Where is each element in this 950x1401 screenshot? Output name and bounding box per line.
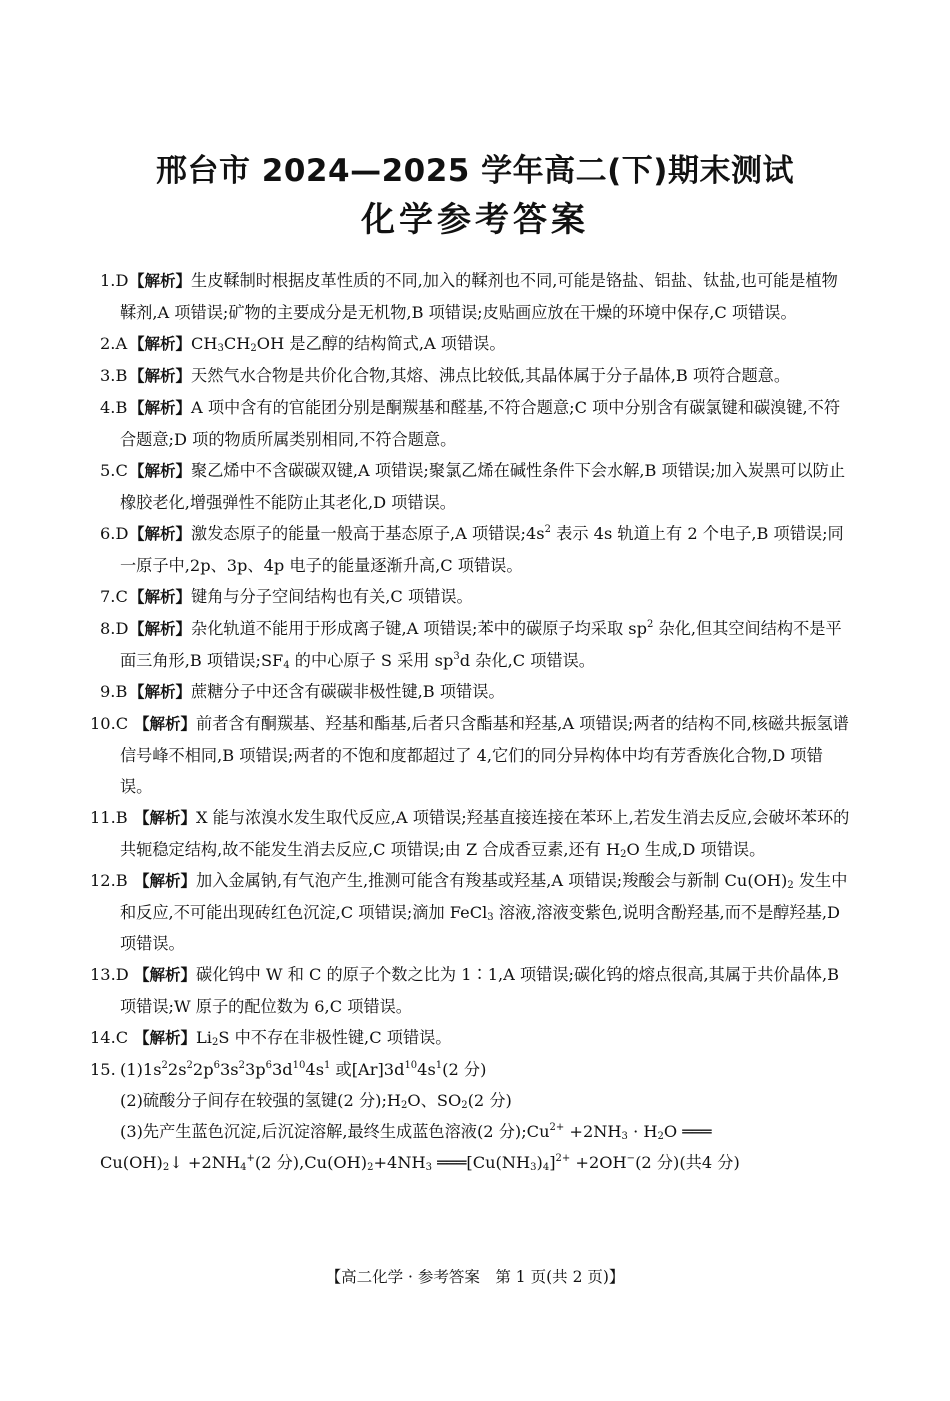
answer-number: 3.B (100, 366, 128, 385)
answer-text: Cu(OH) (100, 1153, 163, 1172)
superscript: − (626, 1153, 636, 1164)
answer-number: 1.D (100, 271, 129, 290)
subscript: 2 (250, 343, 257, 354)
superscript: 6 (265, 1060, 272, 1071)
answer-number: 8.D (100, 619, 129, 638)
answer-text: (2)硫酸分子间存在较强的氢键(2 分);H (120, 1091, 402, 1110)
analysis-tag: 【解析】 (129, 367, 192, 385)
subscript: 2 (657, 1131, 664, 1142)
answer-text: S 中不存在非极性键,C 项错误。 (218, 1028, 452, 1047)
answer-text: 键角与分子空间结构也有关,C 项错误。 (191, 587, 473, 606)
subscript: 3 (621, 1131, 628, 1142)
answer-number: 2.A (100, 334, 128, 353)
answer-text: 3s (219, 1060, 239, 1079)
answer-text: 碳化钨中 W 和 C 的原子个数之比为 1∶1,A 项错误;碳化钨的熔点很高,其属于共价晶体,B 项错误;W 原子的配位数为 6,C 项错误。 (120, 965, 839, 1016)
answer-text: O、SO (407, 1091, 462, 1110)
subscript: 2 (367, 1162, 374, 1173)
answer-item-10 (90, 708, 852, 802)
subscript: 3 (530, 1162, 537, 1173)
subscript: 3 (487, 912, 494, 923)
subscript: 4 (283, 660, 290, 671)
answer-text: O ═══ (663, 1122, 712, 1141)
answer-number: 7.C (100, 587, 128, 606)
superscript: 1 (435, 1060, 443, 1071)
subscript: 2 (162, 1162, 170, 1173)
subscript: 3 (217, 343, 224, 354)
answer-text: Li (196, 1028, 212, 1047)
analysis-tag: 【解析】 (129, 525, 192, 543)
answer-text: 激发态原子的能量一般高于基态原子,A 项错误;4s (191, 524, 545, 543)
answer-item-1 (100, 265, 852, 328)
superscript: + (246, 1153, 255, 1164)
analysis-tag: 【解析】 (134, 809, 197, 827)
answer-number: 6.D (100, 524, 129, 543)
superscript: 10 (292, 1060, 306, 1071)
answer-text: 聚乙烯中不含碳碳双键,A 项错误;聚氯乙烯在碱性条件下会水解,B 项错误;加入炭黑可以防止橡胶老化,增强弹性不能防止其老化,D 项错误。 (120, 461, 846, 512)
answer-text: 4s (417, 1060, 436, 1079)
answer-number: 10.C (90, 714, 129, 733)
analysis-tag: 【解析】 (129, 683, 192, 701)
analysis-tag: 【解析】 (129, 272, 192, 290)
answer-text: ↓ +2NH (169, 1153, 241, 1172)
answer-item-6 (100, 518, 852, 581)
answer-item-15 (90, 1054, 852, 1178)
superscript: 2 (161, 1060, 168, 1071)
answer-text: (1)1s (120, 1060, 162, 1079)
answer-item-2 (100, 328, 852, 360)
answer-text: A 项中含有的官能团分别是酮羰基和醛基,不符合题意;C 项中分别含有碳氯键和碳溴键,不符合题意;D 项的物质所属类别相同,不符合题意。 (120, 398, 841, 449)
answer-text: (2 分) (467, 1091, 512, 1110)
answer-text: +2OH (570, 1153, 627, 1172)
answer-number: 15. (90, 1060, 116, 1079)
q15-part-1 (120, 1054, 852, 1085)
answer-list (90, 265, 852, 1178)
answer-text: 或[Ar]3d (330, 1060, 405, 1079)
answer-text: 杂化轨道不能用于形成离子键,A 项错误;苯中的碳原子均采取 sp (191, 619, 647, 638)
answer-number: 13.D (90, 965, 129, 984)
answer-text: 天然气水合物是共价化合物,其熔、沸点比较低,其晶体属于分子晶体,B 项符合题意。 (191, 366, 791, 385)
superscript: 2 (544, 524, 551, 535)
answer-item-12 (90, 865, 852, 959)
answer-text: CH (191, 334, 218, 353)
answer-number: 9.B (100, 682, 128, 701)
answer-text: 的中心原子 S 采用 sp (289, 651, 454, 670)
answer-number: 14.C (90, 1028, 129, 1047)
answer-number: 12.B (90, 871, 128, 890)
answer-item-4 (100, 392, 852, 455)
answer-text: (2 分) (442, 1060, 487, 1079)
answer-item-9 (100, 676, 852, 708)
answer-text: ] (549, 1153, 556, 1172)
superscript: 3 (453, 651, 460, 662)
page-subtitle: 化学参考答案 (361, 200, 589, 240)
answer-item-8 (100, 613, 852, 676)
superscript: 10 (404, 1060, 418, 1071)
superscript: 2+ (549, 1122, 565, 1133)
subscript: 2 (211, 1037, 219, 1048)
answer-text: 蔗糖分子中还含有碳碳非极性键,B 项错误。 (191, 682, 505, 701)
answer-text: 2p (192, 1060, 214, 1079)
subscript: 2 (401, 1100, 408, 1111)
subscript: 2 (787, 880, 794, 891)
answer-text: O 生成,D 项错误。 (626, 840, 766, 859)
analysis-tag: 【解析】 (134, 872, 197, 890)
page-footer: 【高二化学 · 参考答案 第 1 页(共 2 页)】 (325, 1268, 625, 1286)
q15-part-3-cont (100, 1147, 852, 1178)
superscript: 2 (238, 1060, 245, 1071)
answer-text: ═══[Cu(NH (432, 1153, 531, 1172)
answer-text: +2NH (564, 1122, 622, 1141)
analysis-tag: 【解析】 (134, 715, 197, 733)
answer-text: 溶液,溶液变紫色,说明含酚羟基,而不是醇羟基,D 项错误。 (120, 903, 840, 953)
subscript: 2 (620, 849, 627, 860)
superscript: 2+ (555, 1153, 571, 1164)
answer-text: · H (627, 1122, 658, 1141)
page-title: 邢台市 2024—2025 学年高二(下)期末测试 (156, 153, 794, 189)
answer-text: ) (536, 1153, 543, 1172)
q15-part-3 (120, 1116, 852, 1147)
answer-text: 加入金属钠,有气泡产生,推测可能含有羧基或羟基,A 项错误;羧酸会与新制 Cu(OH) (196, 871, 788, 890)
q15-part-2 (120, 1085, 852, 1116)
answer-text: CH (223, 334, 251, 353)
answer-item-3 (100, 360, 852, 392)
analysis-tag: 【解析】 (134, 1029, 197, 1047)
subscript: 4 (240, 1162, 247, 1173)
subscript: 2 (461, 1100, 468, 1111)
answer-text: 生皮鞣制时根据皮革性质的不同,加入的鞣剂也不同,可能是铬盐、铝盐、钛盐,也可能是植物鞣剂,A 项错误;矿物的主要成分是无机物,B 项错误;皮贴画应放在干燥的环境中保存,C 项错误。 (120, 271, 838, 322)
answer-text: 3d (271, 1060, 293, 1079)
answer-text: OH 是乙醇的结构简式,A 项错误。 (256, 334, 506, 353)
answer-text: +4NH (373, 1153, 426, 1172)
answer-item-11 (90, 802, 852, 865)
answer-item-13 (90, 959, 852, 1022)
answer-number: 11.B (90, 808, 128, 827)
analysis-tag: 【解析】 (129, 588, 192, 606)
answer-item-7 (100, 581, 852, 613)
answer-text: d 杂化,C 项错误。 (459, 651, 595, 670)
answer-item-14 (90, 1022, 852, 1054)
superscript: 6 (213, 1060, 220, 1071)
answer-text: 3p (244, 1060, 266, 1079)
analysis-tag: 【解析】 (129, 620, 192, 638)
answer-number: 5.C (100, 461, 128, 480)
answer-item-5 (100, 455, 852, 518)
answer-text: (2 分)(共4 分) (635, 1153, 740, 1172)
answer-text: 前者含有酮羰基、羟基和酯基,后者只含酯基和羟基,A 项错误;两者的结构不同,核磁共振氢谱信号峰不相同,B 项错误;两者的不饱和度都超过了 4,它们的同分异构体中均有芳香族化合物,D 项错误。 (120, 714, 849, 796)
answer-text: (2 分),Cu(OH) (254, 1153, 368, 1172)
superscript: 2 (646, 619, 654, 630)
answer-text: X 能与浓溴水发生取代反应,A 项错误;羟基直接连接在苯环上,若发生消去反应,会破坏苯环的共轭稳定结构,故不能发生消去反应,C 项错误;由 Z 合成香豆素,还有 H (120, 808, 850, 859)
answer-text: 4s (305, 1060, 324, 1079)
superscript: 2 (186, 1060, 193, 1071)
answer-text: 表示 4s 轨道上有 2 个电子,B 项错误;同一原子中,2p、3p、4p 电子的能量逐渐升高,C 项错误。 (120, 524, 844, 575)
answer-text: (3)先产生蓝色沉淀,后沉淀溶解,最终生成蓝色溶液(2 分);Cu (120, 1122, 550, 1141)
analysis-tag: 【解析】 (129, 335, 192, 353)
subscript: 4 (542, 1162, 550, 1173)
answer-number: 4.B (100, 398, 128, 417)
answer-text: 杂化,但其空间结构不是平面三角形,B 项错误;SF (120, 619, 842, 670)
subscript: 3 (425, 1162, 432, 1173)
analysis-tag: 【解析】 (129, 399, 192, 417)
analysis-tag: 【解析】 (134, 966, 197, 984)
analysis-tag: 【解析】 (129, 462, 192, 480)
answer-text: 发生中和反应,不可能出现砖红色沉淀,C 项错误;滴加 FeCl (120, 871, 848, 922)
answer-text: 2s (167, 1060, 187, 1079)
superscript: 1 (324, 1060, 331, 1071)
